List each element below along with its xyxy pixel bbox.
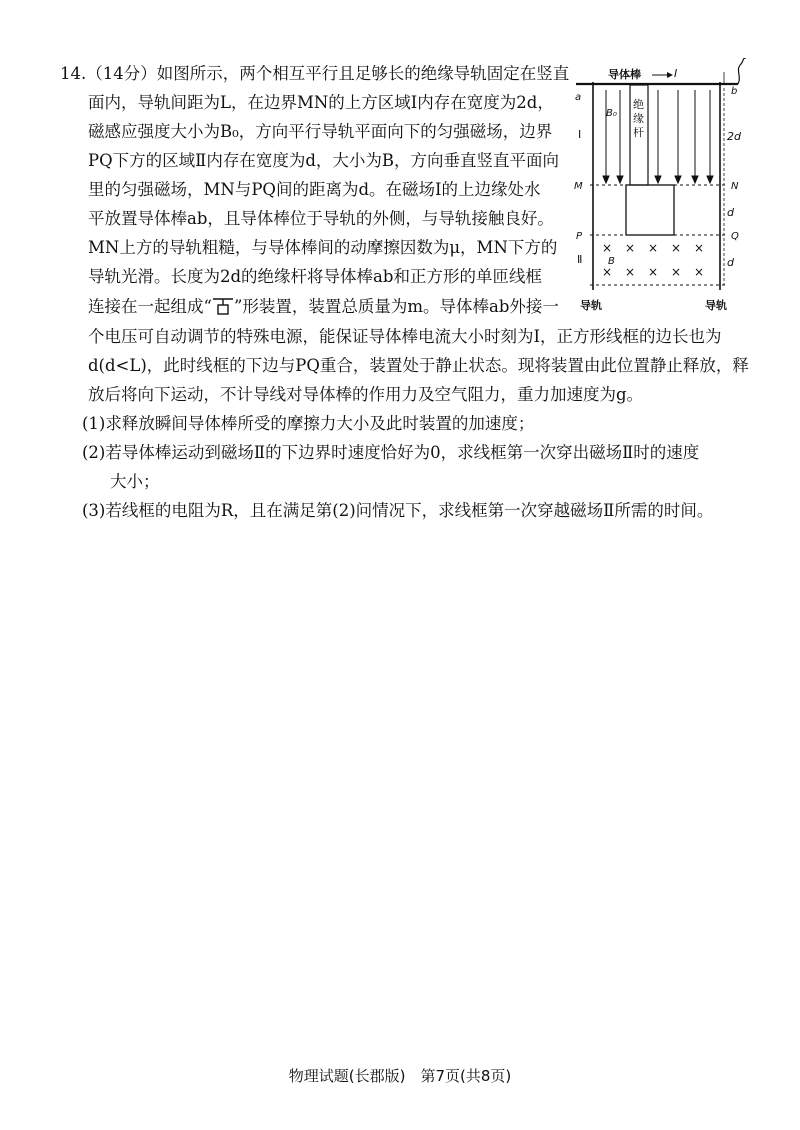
problem-line-9	[88, 297, 559, 317]
question-1: (1)求释放瞬间导体棒所受的摩擦力大小及此时装置的加速度；	[82, 414, 535, 433]
problem-line-11: d(d<L)，此时线框的下边与PQ重合，装置处于静止状态。现将装置由此位置静止释放，释	[88, 356, 749, 375]
cross-2-3: ×	[648, 265, 659, 279]
dim-2d-label: 2d	[727, 130, 741, 143]
n-label: N	[731, 181, 739, 192]
line9-after: ”形装置，装置总质量为m。导体棒ab外接一	[233, 297, 559, 316]
cross-2-4: ×	[671, 265, 682, 279]
rod-label: 导体棒	[608, 68, 641, 81]
problem-line-8: 导轨光滑。长度为2d的绝缘杆将导体棒ab和正方形的单匝线框	[88, 267, 542, 286]
page-footer: 物理试题(长郡版) 第7页(共8页)	[288, 1067, 512, 1085]
problem-line-12: 放后将向下运动，不计导线对导体棒的作用力及空气阻力，重力加速度为g。	[88, 385, 644, 404]
question-2: (2)若导体棒运动到磁场Ⅱ的下边界时速度恰好为0，求线框第一次穿出磁场Ⅱ时的速度	[82, 443, 700, 462]
rod-char-2: 缘	[633, 112, 644, 125]
line9-before: 连接在一起组成“	[88, 297, 212, 316]
problem-line-7: MN上方的导轨粗糙，与导体棒间的动摩擦因数为μ，MN下方的	[88, 238, 558, 257]
problem-line-10: 个电压可自动调节的特殊电源，能保证导体棒电流大小时刻为I，正方形线框的边长也为	[88, 327, 722, 346]
rod-char-1: 绝	[633, 98, 644, 111]
problem-line-3: 磁感应强度大小为B₀，方向平行导轨平面向下的匀强磁场，边界	[88, 122, 553, 141]
question-3: (3)若线框的电阻为R，且在满足第(2)问情况下，求线框第一次穿越磁场Ⅱ所需的时间。	[82, 501, 714, 520]
cross-1-3: ×	[648, 241, 659, 255]
problem-line-6: 平放置导体棒ab，且导体棒位于导轨的外侧，与导轨接触良好。	[88, 209, 554, 228]
b0-field-arrows	[603, 90, 713, 183]
b0-label: B₀	[606, 108, 617, 119]
cross-2-2: ×	[625, 265, 636, 279]
problem-line-4: PQ下方的区域Ⅱ内存在宽度为d，大小为B，方向垂直竖直平面向	[88, 151, 560, 170]
q-label: Q	[731, 231, 739, 242]
b-label: b	[731, 86, 738, 97]
problem-line-2: 面内，导轨间距为L，在边界MN的上方区域Ⅰ内存在宽度为2d，	[88, 93, 554, 112]
question-2-cont: 大小；	[110, 472, 160, 491]
cross-2-5: ×	[694, 265, 705, 279]
dim-d1-label: d	[727, 206, 734, 219]
rail-left-label: 导轨	[580, 299, 602, 312]
rail-right-label: 导轨	[705, 299, 727, 312]
physics-diagram	[570, 58, 770, 320]
a-label: a	[575, 92, 582, 103]
cross-1-1: ×	[602, 241, 613, 255]
cross-1-4: ×	[671, 241, 682, 255]
cross-2-1: ×	[602, 265, 613, 279]
p-label: P	[576, 231, 583, 242]
current-label: I	[674, 67, 678, 80]
cross-1-2: ×	[625, 241, 636, 255]
cross-1-5: ×	[694, 241, 705, 255]
square-coil	[626, 185, 674, 235]
problem-line-5: 里的匀强磁场，MN与PQ间的距离为d。在磁场Ⅰ的上边缘处水	[88, 180, 541, 199]
m-label: M	[574, 181, 583, 192]
rod-char-3: 杆	[633, 126, 644, 139]
region-1-label: Ⅰ	[578, 128, 582, 141]
wire-squiggle	[738, 58, 746, 84]
dim-d2-label: d	[727, 256, 734, 269]
current-arrowhead	[667, 72, 673, 78]
device-shape-icon	[212, 297, 234, 315]
b-field-label: B	[608, 256, 615, 267]
problem-line-1: 14.（14分）如图所示，两个相互平行且足够长的绝缘导轨固定在竖直	[60, 64, 570, 83]
region-2-label: Ⅱ	[577, 253, 583, 266]
